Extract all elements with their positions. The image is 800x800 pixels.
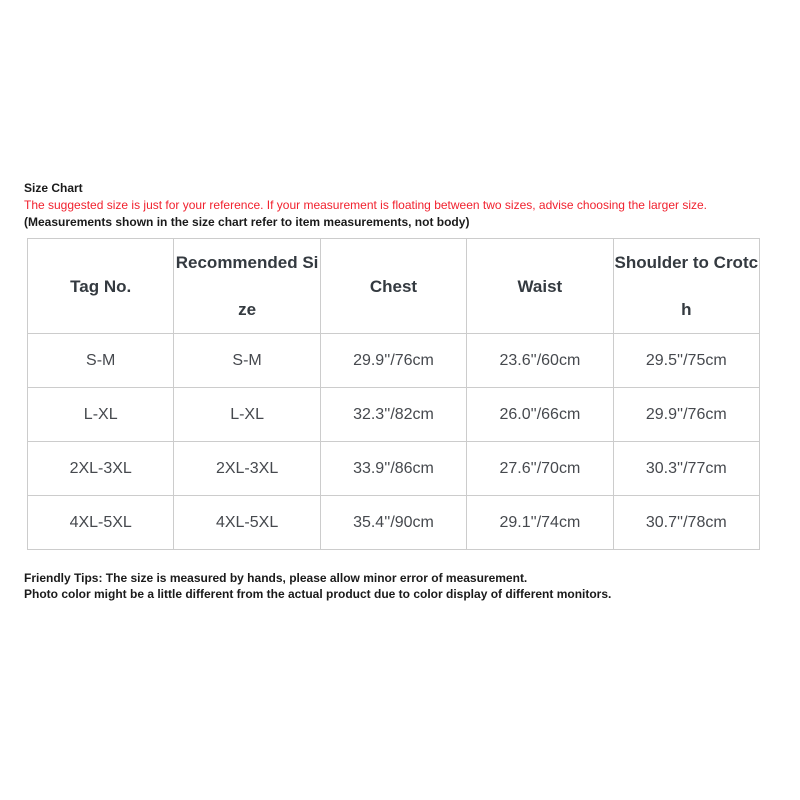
friendly-tips-line1: Friendly Tips: The size is measured by hands, please allow minor error of measurement. (24, 571, 528, 585)
size-suggestion-notice: The suggested size is just for your reference. If your measurement is floating between two sizes, advise choosing the larger size. (24, 198, 708, 212)
header-cell-chest (320, 239, 466, 334)
header-cell-tag-no (28, 239, 174, 334)
cell-tag-no: 2XL-3XL (28, 442, 174, 496)
table-row-4xl-5xl (28, 496, 760, 550)
cell-shoulder-to-crotch: 30.7''/78cm (613, 496, 759, 550)
cell-waist: 29.1''/74cm (467, 496, 613, 550)
page-title: Size Chart (24, 181, 83, 195)
header-cell-recommended-size (174, 239, 320, 334)
cell-waist: 27.6''/70cm (467, 442, 613, 496)
cell-waist: 23.6''/60cm (467, 334, 613, 388)
header-label-line1: Shoulder to Crotc (614, 253, 759, 272)
cell-tag-no: L-XL (28, 388, 174, 442)
header-cell-waist (467, 239, 613, 334)
cell-shoulder-to-crotch: 29.9''/76cm (613, 388, 759, 442)
table-row-s-m (28, 334, 760, 388)
cell-waist: 26.0''/66cm (467, 388, 613, 442)
header-label: Tag No. (70, 276, 132, 296)
cell-recommended-size: 4XL-5XL (174, 496, 320, 550)
size-table (27, 238, 760, 550)
cell-chest: 29.9''/76cm (320, 334, 466, 388)
header-label-line2: h (681, 300, 692, 319)
header-label: Waist (517, 276, 563, 296)
measurement-reference-notice: (Measurements shown in the size chart refer to item measurements, not body) (24, 215, 470, 229)
cell-shoulder-to-crotch: 29.5''/75cm (613, 334, 759, 388)
header-cell-shoulder-to-crotch (613, 239, 759, 334)
cell-tag-no: S-M (28, 334, 174, 388)
cell-tag-no: 4XL-5XL (28, 496, 174, 550)
cell-chest: 35.4''/90cm (320, 496, 466, 550)
friendly-tips (24, 570, 776, 602)
header-label-line1: Recommended Si (175, 253, 319, 272)
cell-recommended-size: 2XL-3XL (174, 442, 320, 496)
table-row-2xl-3xl (28, 442, 760, 496)
cell-chest: 32.3''/82cm (320, 388, 466, 442)
cell-recommended-size: L-XL (174, 388, 320, 442)
header-label: Chest (369, 276, 418, 296)
table-row-l-xl (28, 388, 760, 442)
cell-chest: 33.9''/86cm (320, 442, 466, 496)
header-label-line2: ze (238, 300, 257, 319)
table-header-row (28, 239, 760, 334)
cell-recommended-size: S-M (174, 334, 320, 388)
cell-shoulder-to-crotch: 30.3''/77cm (613, 442, 759, 496)
friendly-tips-line2: Photo color might be a little different from the actual product due to color display of different monitors. (24, 587, 612, 601)
size-chart-content (24, 180, 776, 602)
